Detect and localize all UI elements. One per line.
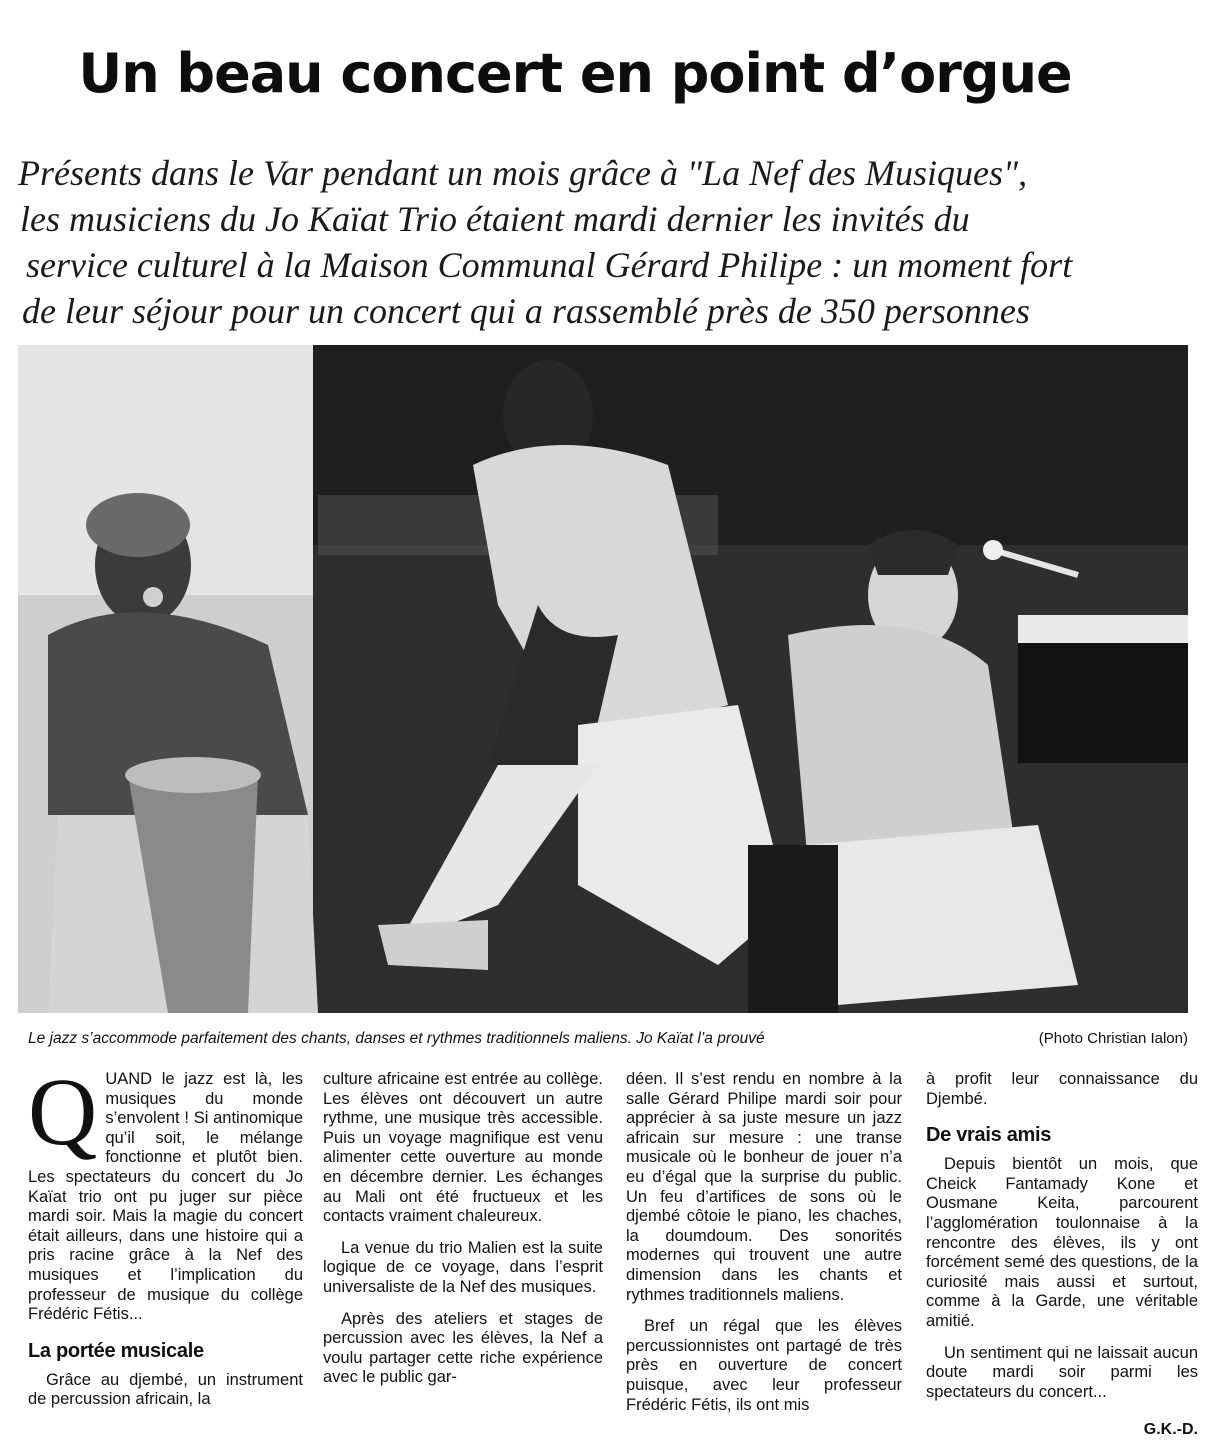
author-signature: G.K.-D. [1143,1421,1198,1439]
paragraph: Depuis bientôt un mois, que Cheick Fantamady Kone et Ousmane Keita, parcourent l’agglomération toulonnaise à la rencontre des élèves, ils y ont forcément semé des questions, de la curiosité mais aussi et surtout, comme à la Garde, une véritable amitié. [926,1155,1198,1330]
paragraph: à profit leur connaissance du Djembé. [926,1070,1198,1108]
lede-line: les musiciens du Jo Kaïat Trio étaient mardi dernier les invités du [20,199,970,239]
paragraph: La venue du trio Malien est la suite logique de ce voyage, dans l’esprit universaliste de la Nef des musiques. [323,1238,603,1296]
headline: Un beau concert en point d’orgue [78,42,1072,105]
paragraph: culture africaine est entrée au collège. Les élèves ont découvert un autre rythme, une musique très accessible. Puis un voyage magnifique est venu alimenter cette ouverture au monde en décembre dernier. Les échanges au Mali ont été fructueux et les contacts vraiment chaleureux. [323,1070,603,1226]
photo-caption-row [28,1030,1188,1052]
column-2 [323,1070,603,1400]
column-1 [28,1058,303,1422]
paragraph: déen. Il s’est rendu en nombre à la salle Gérard Philipe mardi soir pour apprécier à sa juste mesure un jazz africain sur mesure : une transe musicale où le bonheur de jouer n’a eu d’égal que la surprise du public. Un feu d’artifices de sons où le djembé côtoie le piano, les chaches, la doumdoum. Des sonorités modernes qui trouvent une autre dimension dans les chants et rythmes traditionnels maliens. [626,1070,902,1304]
section-heading: La portée musicale [28,1339,204,1362]
paragraph: Après des ateliers et stages de percussion avec les élèves, la Nef a voulu partager cette riche expérience avec le public gar- [323,1309,603,1387]
photo-credit: (Photo Christian Ialon) [1038,1030,1188,1047]
photo-caption: Le jazz s’accommode parfaitement des chants, danses et rythmes traditionnels maliens. Jo Kaïat l’a prouvé [28,1030,765,1047]
paragraph [28,1058,303,1325]
concert-photo-illustration [18,345,1188,1013]
lede [18,150,1208,334]
column-4 [926,1070,1198,1440]
paragraph: Un sentiment qui ne laissait aucun doute mardi soir parmi les spectateurs du concert... [926,1343,1198,1401]
concert-photo [18,345,1188,1013]
lede-line: Présents dans le Var pendant un mois grâce à "La Nef des Musiques", [18,153,1028,193]
paragraph: Grâce au djembé, un instrument de percussion africain, la [28,1370,303,1409]
section-heading: De vrais amis [926,1124,1052,1147]
paragraph-text: UAND le jazz est là, les musiques du monde s’envolent ! Si antinomique qu’il soit, le mélange fonctionne et plutôt bien. Les spectateurs du concert du Jo Kaïat trio ont pu juger sur pièce mardi soir. Mais la magie du concert était ailleurs, dans une histoire qui a pris racine grâce à la Nef des musiques et l’implication du professeur de musique du collège Frédéric Fétis... [28,1070,303,1324]
lede-line: service culturel à la Maison Communal Gérard Philipe : un moment fort [26,245,1073,285]
paragraph: Bref un régal que les élèves percussionnistes ont partagé de très près en ouverture de concert puisque, avec leur professeur Frédéric Fétis, ils ont mis [626,1317,902,1414]
drop-cap: Q [28,1058,98,1165]
lede-line: de leur séjour pour un concert qui a rassemblé près de 350 personnes [22,291,1030,331]
article-body [28,1058,1203,1450]
column-3 [626,1070,902,1427]
